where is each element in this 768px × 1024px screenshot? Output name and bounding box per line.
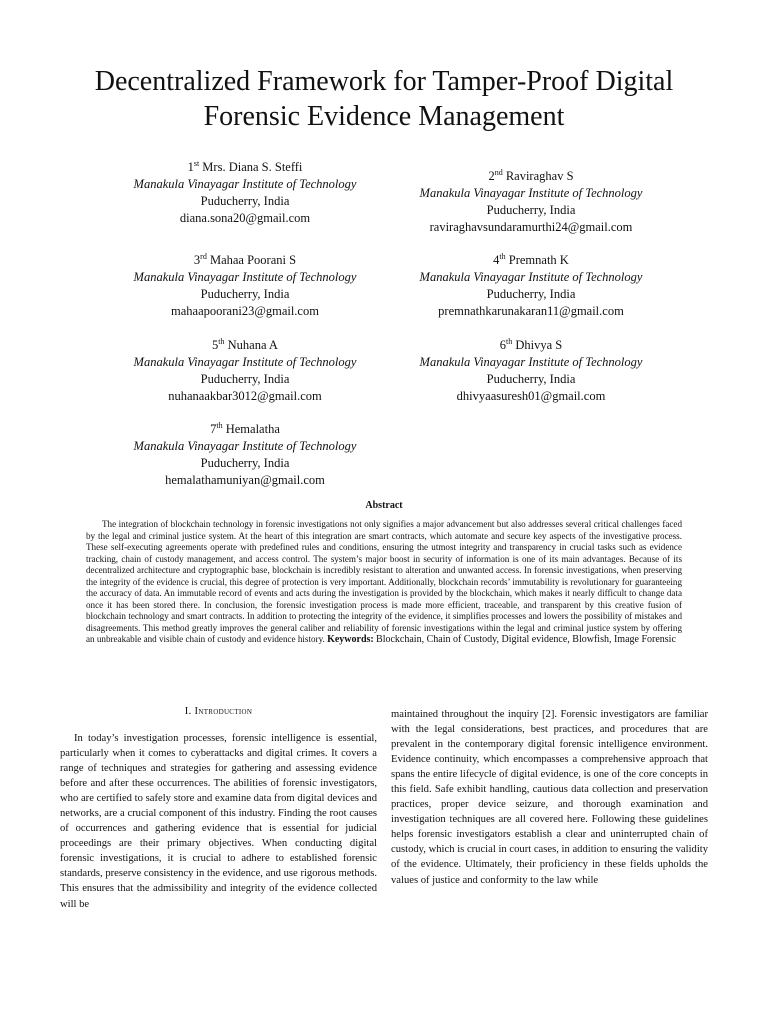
author-email: mahaapoorani23@gmail.com bbox=[171, 304, 319, 318]
author-name-line bbox=[95, 421, 395, 438]
author-email: diana.sona20@gmail.com bbox=[179, 211, 311, 225]
intro-paragraph-right: maintained throughout the inquiry [2]. Forensic investigators are familiar with the legal considerations, best practices, and procedures that are prevalent in the contemporary digital forensic intelligence environment. Evidence continuity, which encompasses a comprehensive approach that spans the entire lifecycle of digital evidence, is one of the core concepts in this field. Safe exhibit handling, cautious data collection and preservation practices, proper device seizure, and thorough examination and investigation techniques are all covered here. Following these guidelines helps forensic investigators establish a clear and uninterrupted chain of custody, which is crucial in court cases, in addition to ensuring the validity of the evidence. Ultimately, their proficiency in these fields upholds the values of justice and conformity to the law while bbox=[391, 709, 708, 886]
author-ordinal-suffix: th bbox=[506, 337, 513, 346]
author-affiliation: Manakula Vinayagar Institute of Technology bbox=[133, 270, 357, 284]
author-ordinal: 4 bbox=[493, 253, 500, 267]
author-location: Puducherry, India bbox=[200, 287, 290, 301]
author-ordinal: 1 bbox=[187, 160, 194, 174]
author-email: raviraghavsundaramurthi24@gmail.com bbox=[429, 220, 633, 234]
abstract-heading: Abstract bbox=[365, 500, 403, 511]
section-number: I. bbox=[184, 706, 192, 717]
author-affiliation: Manakula Vinayagar Institute of Technology bbox=[133, 355, 357, 369]
title-line-2: Forensic Evidence Management bbox=[203, 101, 565, 132]
author-name: Raviraghav S bbox=[505, 169, 574, 183]
author-email: hemalathamuniyan@gmail.com bbox=[165, 473, 325, 487]
title-line-1: Decentralized Framework for Tamper-Proof Digital bbox=[94, 66, 674, 97]
author-ordinal: 6 bbox=[499, 338, 506, 352]
author-ordinal: 3 bbox=[193, 253, 201, 267]
author-name: Mrs. Diana S. Steffi bbox=[202, 160, 303, 174]
author-ordinal-suffix: st bbox=[193, 159, 200, 168]
author-location: Puducherry, India bbox=[200, 456, 290, 470]
author-name: Premnath K bbox=[508, 253, 569, 267]
author-block-7 bbox=[95, 421, 395, 489]
author-affiliation: Manakula Vinayagar Institute of Technology bbox=[133, 177, 357, 191]
author-email: nuhanaakbar3012@gmail.com bbox=[168, 389, 322, 403]
author-name: Mahaa Poorani S bbox=[209, 253, 297, 267]
keywords-label: Keywords: bbox=[327, 634, 374, 646]
author-ordinal-suffix: nd bbox=[494, 168, 503, 177]
author-block-5 bbox=[95, 337, 395, 405]
author-affiliation: Manakula Vinayagar Institute of Technology bbox=[133, 439, 357, 453]
section-title: Introduction bbox=[194, 706, 253, 717]
author-affiliation: Manakula Vinayagar Institute of Technology bbox=[419, 270, 643, 284]
author-ordinal: 7 bbox=[210, 422, 217, 436]
author-email: premnathkarunakaran11@gmail.com bbox=[438, 304, 624, 318]
author-name-line bbox=[95, 252, 395, 269]
author-block-6 bbox=[381, 337, 681, 405]
author-ordinal-suffix: th bbox=[218, 337, 225, 346]
author-ordinal: 2 bbox=[488, 169, 495, 183]
author-location: Puducherry, India bbox=[200, 372, 290, 386]
author-ordinal: 5 bbox=[212, 338, 219, 352]
author-location: Puducherry, India bbox=[486, 372, 576, 386]
author-name-line bbox=[381, 252, 681, 269]
author-affiliation: Manakula Vinayagar Institute of Technology bbox=[419, 355, 643, 369]
author-block-3 bbox=[95, 252, 395, 320]
author-ordinal-suffix: th bbox=[499, 252, 506, 261]
author-name-line bbox=[95, 337, 395, 354]
author-email: dhivyaasuresh01@gmail.com bbox=[456, 389, 606, 403]
author-name-line bbox=[381, 168, 681, 185]
intro-paragraph-left: In today’s investigation processes, forensic intelligence is essential, particularly when it comes to cyberattacks and digital crimes. It covers a range of techniques and strategies for gathering and assessing evidence before and after these occurrences. The abilities of forensic investigators, who are certified to safely store and examine data from digital devices and networks, are a crucial component of this industry. Finding the root causes of occurrences and gathering evidence that is essential for judicial proceedings are their primary objectives. When conducting digital forensic investigations, it is crucial to adhere to established forensic standards, preserve consistency in the evidence, and use rigorous methods. This ensures that the admissibility and integrity of the evidence collected will be bbox=[60, 733, 377, 910]
section-heading-introduction bbox=[60, 706, 377, 717]
author-block-2 bbox=[381, 168, 681, 236]
keywords-list: Blockchain, Chain of Custody, Digital evidence, Blowfish, Image Forensic bbox=[376, 634, 676, 646]
author-name: Nuhana A bbox=[227, 338, 278, 352]
abstract-body bbox=[86, 519, 682, 646]
author-affiliation: Manakula Vinayagar Institute of Technology bbox=[419, 186, 643, 200]
abstract-text: The integration of blockchain technology in forensic investigations not only signifies a major advancement but also addresses several critical challenges faced by the legal and criminal justice system. At the heart of this integration are smart contracts, which automate and secure key aspects of the investigative process. These self-executing agreements operate with predefined rules and conditions, ensuring the utmost integrity and transparency in crucial tasks such as evidence tracking, chain of custody management, and access control. The system’s major boost in security of information is one of its main advantages. Because of its decentralized architecture and cryptographic base, blockchain is incredibly resistant to alteration and unwanted access. In forensic investigations, when preserving the integrity of the evidence is crucial, this degree of protection is very important. Additionally, blockchain records’ immutability is revolutionary for guaranteeing the accuracy of data. An immutable record of events and acts during the investigation is provided by the blockchain, which makes it nearly difficult to change data once it has been stored there. In conclusion, the forensic investigation process is made more efficient, traceable, and transparent by this creative fusion of blockchain technology and smart contracts. In addition to protecting the integrity of the evidence, it simplifies processes and lowers the possibility of mistakes and disagreements. This method greatly improves the general caliber and reliability of forensic investigations within the legal and criminal justice system by offering an unbreakable and visible chain of custody and evidence history. bbox=[86, 519, 682, 645]
author-name: Dhivya S bbox=[515, 338, 563, 352]
author-location: Puducherry, India bbox=[200, 194, 290, 208]
paper-title bbox=[40, 64, 728, 134]
author-block-1 bbox=[95, 159, 395, 227]
author-location: Puducherry, India bbox=[486, 203, 576, 217]
author-location: Puducherry, India bbox=[486, 287, 576, 301]
author-ordinal-suffix: th bbox=[216, 421, 223, 430]
author-block-4 bbox=[381, 252, 681, 320]
author-name: Hemalatha bbox=[225, 422, 280, 436]
author-name-line bbox=[95, 159, 395, 176]
author-name-line bbox=[381, 337, 681, 354]
author-ordinal-suffix: rd bbox=[200, 252, 207, 261]
